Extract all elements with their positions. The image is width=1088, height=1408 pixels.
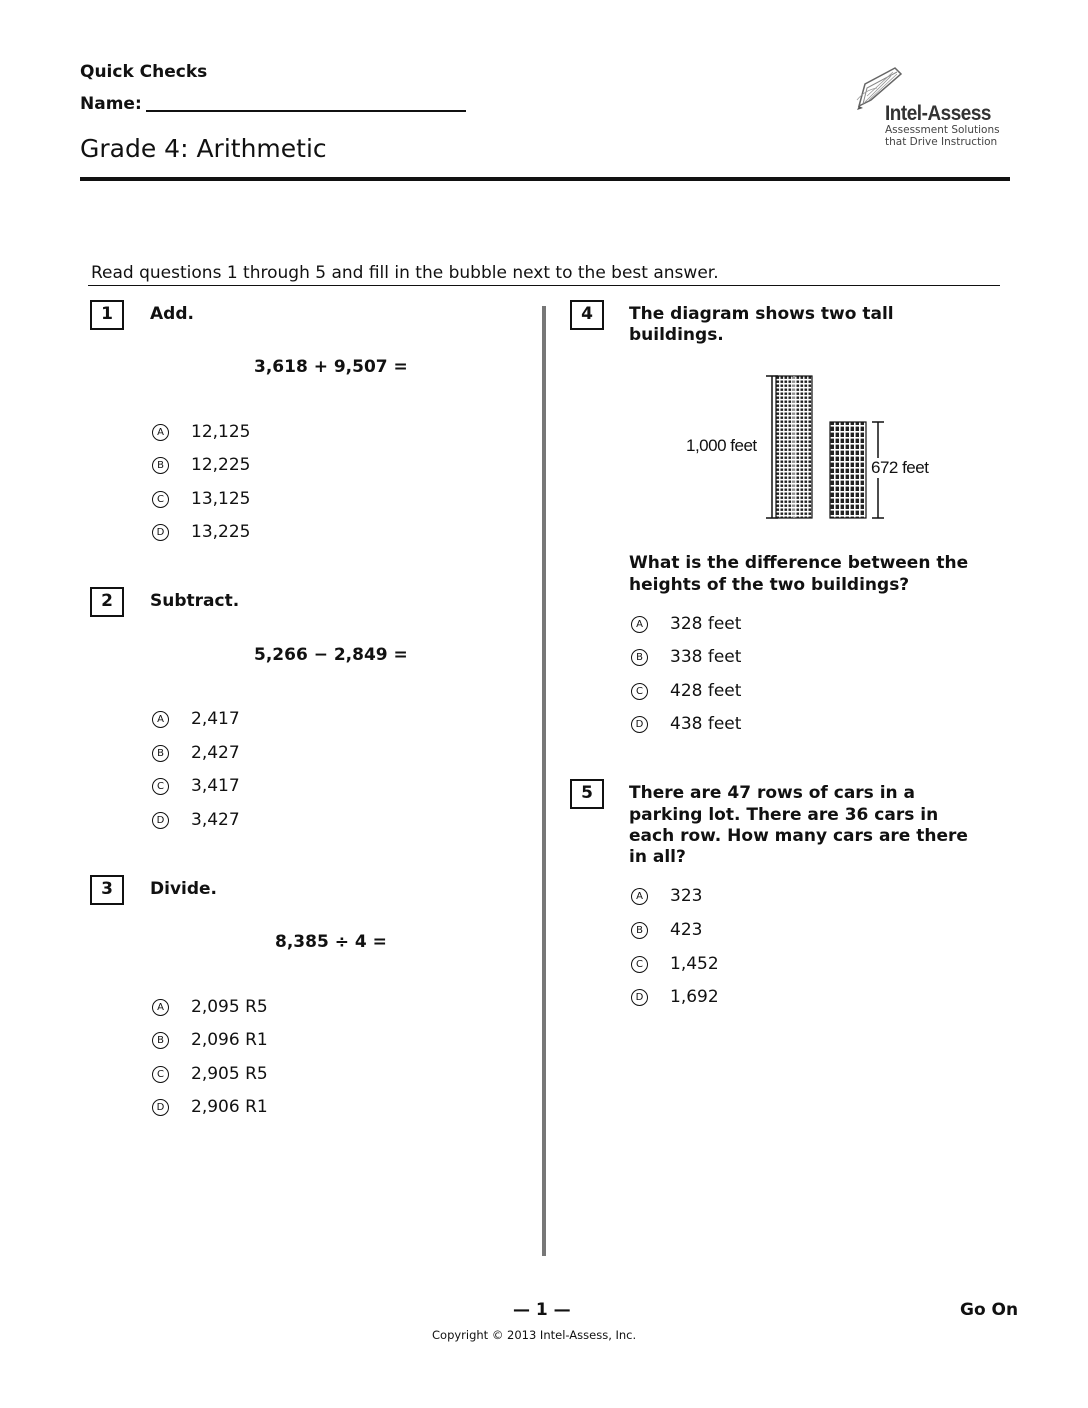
page-title: Grade 4: Arithmetic bbox=[80, 134, 327, 163]
name-label: Name: bbox=[80, 94, 142, 114]
answer-bubble-d[interactable]: D bbox=[152, 1099, 169, 1116]
answer-bubble-a[interactable]: A bbox=[152, 999, 169, 1016]
answer-option-text: 12,125 bbox=[191, 422, 251, 442]
answer-option-text: 338 feet bbox=[670, 647, 742, 667]
name-field-line[interactable] bbox=[146, 110, 466, 112]
answer-option-text: 423 bbox=[670, 920, 703, 940]
answer-bubble-b[interactable]: B bbox=[152, 745, 169, 762]
question-expression: 5,266 − 2,849 = bbox=[254, 645, 408, 665]
question-prompt: Divide. bbox=[150, 879, 218, 899]
answer-option-text: 3,427 bbox=[191, 810, 240, 830]
question-expression: 3,618 + 9,507 = bbox=[254, 357, 408, 377]
tall-building-label: 1,000 feet bbox=[686, 436, 757, 455]
answer-option-text: 1,692 bbox=[670, 987, 719, 1007]
question-number-box: 1 bbox=[90, 300, 124, 330]
answer-bubble-b[interactable]: B bbox=[152, 1032, 169, 1049]
question-expression: 8,385 ÷ 4 = bbox=[275, 932, 387, 952]
answer-bubble-b[interactable]: B bbox=[631, 649, 648, 666]
answer-option-text: 438 feet bbox=[670, 714, 742, 734]
answer-bubble-d[interactable]: D bbox=[631, 989, 648, 1006]
logo-tagline-1: Assessment Solutions bbox=[885, 124, 1000, 136]
question-number-box: 5 bbox=[570, 779, 604, 809]
question-prompt: Subtract. bbox=[150, 591, 240, 611]
question-prompt-line: There are 47 rows of cars in a bbox=[629, 783, 916, 803]
answer-bubble-d[interactable]: D bbox=[631, 716, 648, 733]
question-prompt-line: each row. How many cars are there bbox=[629, 826, 968, 846]
copyright: Copyright © 2013 Intel-Assess, Inc. bbox=[432, 1328, 637, 1342]
question-prompt-line: in all? bbox=[629, 847, 686, 867]
answer-option-text: 2,906 R1 bbox=[191, 1097, 268, 1117]
answer-option-text: 13,125 bbox=[191, 489, 251, 509]
answer-bubble-d[interactable]: D bbox=[152, 524, 169, 541]
answer-bubble-a[interactable]: A bbox=[152, 711, 169, 728]
column-divider bbox=[542, 306, 546, 1256]
answer-option-text: 2,095 R5 bbox=[191, 997, 268, 1017]
answer-bubble-a[interactable]: A bbox=[631, 888, 648, 905]
instructions-rule bbox=[88, 285, 1000, 286]
question-prompt: The diagram shows two tall bbox=[629, 304, 894, 324]
answer-bubble-a[interactable]: A bbox=[631, 616, 648, 633]
answer-bubble-c[interactable]: C bbox=[631, 683, 648, 700]
question-text: What is the difference between the bbox=[629, 553, 969, 573]
answer-bubble-b[interactable]: B bbox=[631, 922, 648, 939]
go-on-label: Go On bbox=[960, 1300, 1019, 1320]
answer-bubble-c[interactable]: C bbox=[631, 956, 648, 973]
header-rule bbox=[80, 177, 1010, 181]
question-number-box: 4 bbox=[570, 300, 604, 330]
instructions: Read questions 1 through 5 and fill in the bubble next to the best answer. bbox=[91, 263, 719, 283]
answer-bubble-c[interactable]: C bbox=[152, 491, 169, 508]
answer-option-text: 2,417 bbox=[191, 709, 240, 729]
answer-option-text: 428 feet bbox=[670, 681, 742, 701]
answer-option-text: 2,905 R5 bbox=[191, 1064, 268, 1084]
series-title: Quick Checks bbox=[80, 62, 208, 82]
question-prompt: Add. bbox=[150, 304, 194, 324]
logo-brand: Intel-Assess bbox=[885, 102, 991, 125]
buildings-diagram bbox=[680, 372, 960, 524]
answer-bubble-a[interactable]: A bbox=[152, 424, 169, 441]
answer-bubble-c[interactable]: C bbox=[152, 778, 169, 795]
question-text: heights of the two buildings? bbox=[629, 575, 910, 595]
logo-tagline-2: that Drive Instruction bbox=[885, 136, 998, 148]
answer-option-text: 1,452 bbox=[670, 954, 719, 974]
short-building-label: 672 feet bbox=[871, 458, 929, 477]
answer-bubble-d[interactable]: D bbox=[152, 812, 169, 829]
answer-bubble-b[interactable]: B bbox=[152, 457, 169, 474]
question-number-box: 3 bbox=[90, 875, 124, 905]
question-prompt-line: parking lot. There are 36 cars in bbox=[629, 805, 939, 825]
answer-bubble-c[interactable]: C bbox=[152, 1066, 169, 1083]
question-prompt: buildings. bbox=[629, 325, 724, 345]
answer-option-text: 3,417 bbox=[191, 776, 240, 796]
question-number-box: 2 bbox=[90, 587, 124, 617]
page-number: — 1 — bbox=[513, 1300, 571, 1320]
answer-option-text: 328 feet bbox=[670, 614, 742, 634]
answer-option-text: 323 bbox=[670, 886, 703, 906]
answer-option-text: 2,427 bbox=[191, 743, 240, 763]
answer-option-text: 13,225 bbox=[191, 522, 251, 542]
intel-assess-logo bbox=[855, 66, 1015, 150]
answer-option-text: 2,096 R1 bbox=[191, 1030, 268, 1050]
answer-option-text: 12,225 bbox=[191, 455, 251, 475]
